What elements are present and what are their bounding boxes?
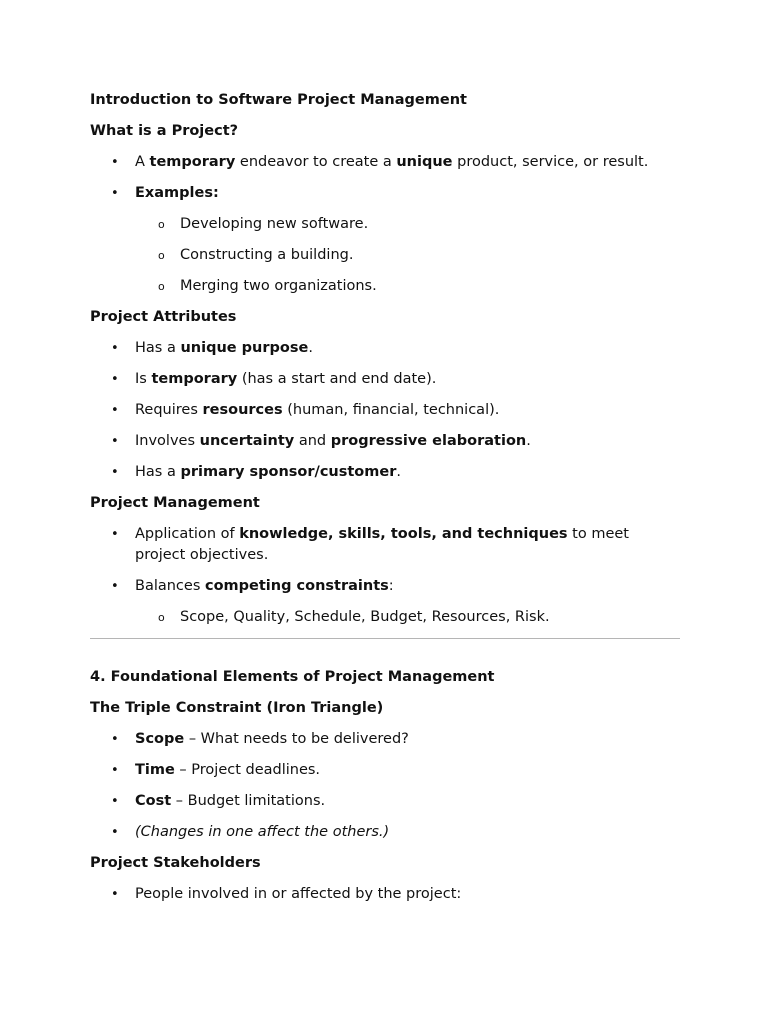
document-page [90,90,680,915]
list-item: o Scope, Quality, Schedule, Budget, Resources, Risk. [90,607,680,628]
list-item: • Scope – What needs to be delivered? [90,729,680,750]
attributes-list [90,338,680,483]
list-item: o Developing new software. [90,214,680,235]
project-stakeholders-heading: Project Stakeholders [90,855,261,871]
constraints-list [90,607,680,628]
list-item: o Merging two organizations. [90,276,680,297]
list-item: • Involves uncertainty and progressive elaboration. [90,431,680,452]
examples-list [90,214,680,297]
list-item: • Balances competing constraints: [90,576,680,597]
list-item: • Cost – Budget limitations. [90,791,680,812]
list-item: • Has a unique purpose. [90,338,680,359]
list-item: • A temporary endeavor to create a unique product, service, or result. [90,152,680,173]
project-management-list [90,524,680,597]
what-is-project-list [90,152,680,204]
section-4-heading: 4. Foundational Elements of Project Management [90,669,495,685]
list-item: • Time – Project deadlines. [90,760,680,781]
list-item: • Is temporary (has a start and end date). [90,369,680,390]
list-item: • People involved in or affected by the project: [90,884,680,905]
stakeholders-list [90,884,680,905]
list-item [90,822,680,843]
triple-constraint-list [90,729,680,843]
project-attributes-heading: Project Attributes [90,309,237,325]
list-item [90,183,680,204]
list-item: • Application of knowledge, skills, tools, and techniques to meet project objectives. [90,524,680,566]
list-item: o Constructing a building. [90,245,680,266]
triple-constraint-heading: The Triple Constraint (Iron Triangle) [90,700,384,716]
triple-constraint-note: (Changes in one affect the others.) [135,824,390,840]
list-item: • Requires resources (human, financial, technical). [90,400,680,421]
examples-label: Examples: [135,185,219,201]
section-divider [90,638,680,639]
list-item: • Has a primary sponsor/customer. [90,462,680,483]
document-title: Introduction to Software Project Management [90,92,467,108]
project-management-heading: Project Management [90,495,260,511]
what-is-project-heading: What is a Project? [90,123,239,139]
